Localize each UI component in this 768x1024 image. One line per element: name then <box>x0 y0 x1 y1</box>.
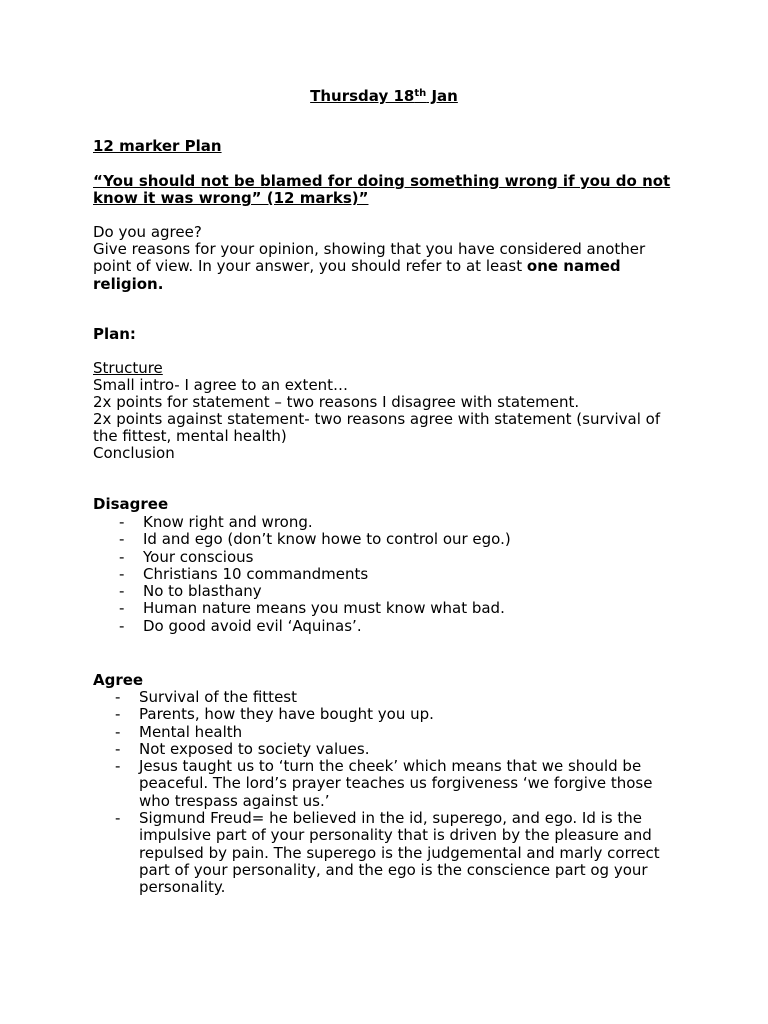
date-superscript: th <box>414 88 427 99</box>
dash-bullet: - <box>119 599 125 618</box>
plan-title: 12 marker Plan <box>93 137 222 155</box>
plan-heading: Plan: <box>93 325 136 343</box>
structure-line: 2x points for statement – two reasons I disagree with statement. <box>93 393 580 411</box>
structure-heading: Structure <box>93 359 163 377</box>
dash-bullet: - <box>115 688 121 706</box>
structure-line: Small intro- I agree to an extent… <box>93 376 349 394</box>
date-heading: Thursday 18th Jan <box>310 87 458 105</box>
list-item: - Jesus taught us to ‘turn the cheek’ which means that we should be peaceful. The lord’s prayer teaches us forgiveness ‘we forgive those who trespass against us.’ <box>115 757 653 810</box>
dash-bullet: - <box>115 705 121 724</box>
dash-bullet: - <box>115 809 121 828</box>
disagree-list <box>93 514 683 635</box>
dash-bullet: - <box>119 513 125 531</box>
dash-bullet: - <box>119 530 125 549</box>
agree-heading: Agree <box>93 671 144 689</box>
list-item: - Christians 10 commandments <box>119 564 369 583</box>
list-item: - Id and ego (don’t know howe to control our ego.) <box>119 530 511 549</box>
dash-bullet: - <box>119 616 125 635</box>
dash-bullet: - <box>115 722 121 741</box>
dash-bullet: - <box>115 739 121 758</box>
list-item: - Sigmund Freud= he believed in the id, superego, and ego. Id is the impulsive part of your personality that is driven by the pleasure and repulsed by pain. The superego is the judgemental and marly correct part of your personality, and the ego is the conscience part og your personality. <box>115 809 660 897</box>
list-item: - Your conscious <box>119 547 254 566</box>
structure-line: Conclusion <box>93 444 175 462</box>
dash-bullet: - <box>119 564 125 583</box>
dash-bullet: - <box>119 547 125 566</box>
list-item: - Survival of the fittest <box>115 688 297 706</box>
list-item: - Parents, how they have bought you up. <box>115 705 434 724</box>
list-item: - Mental health <box>115 722 243 741</box>
dash-bullet: - <box>119 582 125 601</box>
instructions-bold: one named religion. <box>93 257 621 293</box>
structure-line: 2x points against statement- two reasons agree with statement (survival of the fittest, mental health) <box>93 410 661 446</box>
list-item: - Human nature means you must know what bad. <box>119 599 505 618</box>
question-text: “You should not be blamed for doing something wrong if you do not know it was wrong” (12 marks)” <box>93 172 671 208</box>
disagree-heading: Disagree <box>93 495 169 513</box>
list-item: - No to blasthany <box>119 582 262 601</box>
instructions-line1: Do you agree? <box>93 223 202 241</box>
agree-list <box>93 689 683 897</box>
dash-bullet: - <box>115 757 121 776</box>
list-item: - Know right and wrong. <box>119 513 313 531</box>
list-item: - Do good avoid evil ‘Aquinas’. <box>119 616 362 635</box>
list-item: - Not exposed to society values. <box>115 739 370 758</box>
instructions-line2: Give reasons for your opinion, showing that you have considered another point of view. In your answer, you should refer to at least one named religion. <box>93 240 646 293</box>
